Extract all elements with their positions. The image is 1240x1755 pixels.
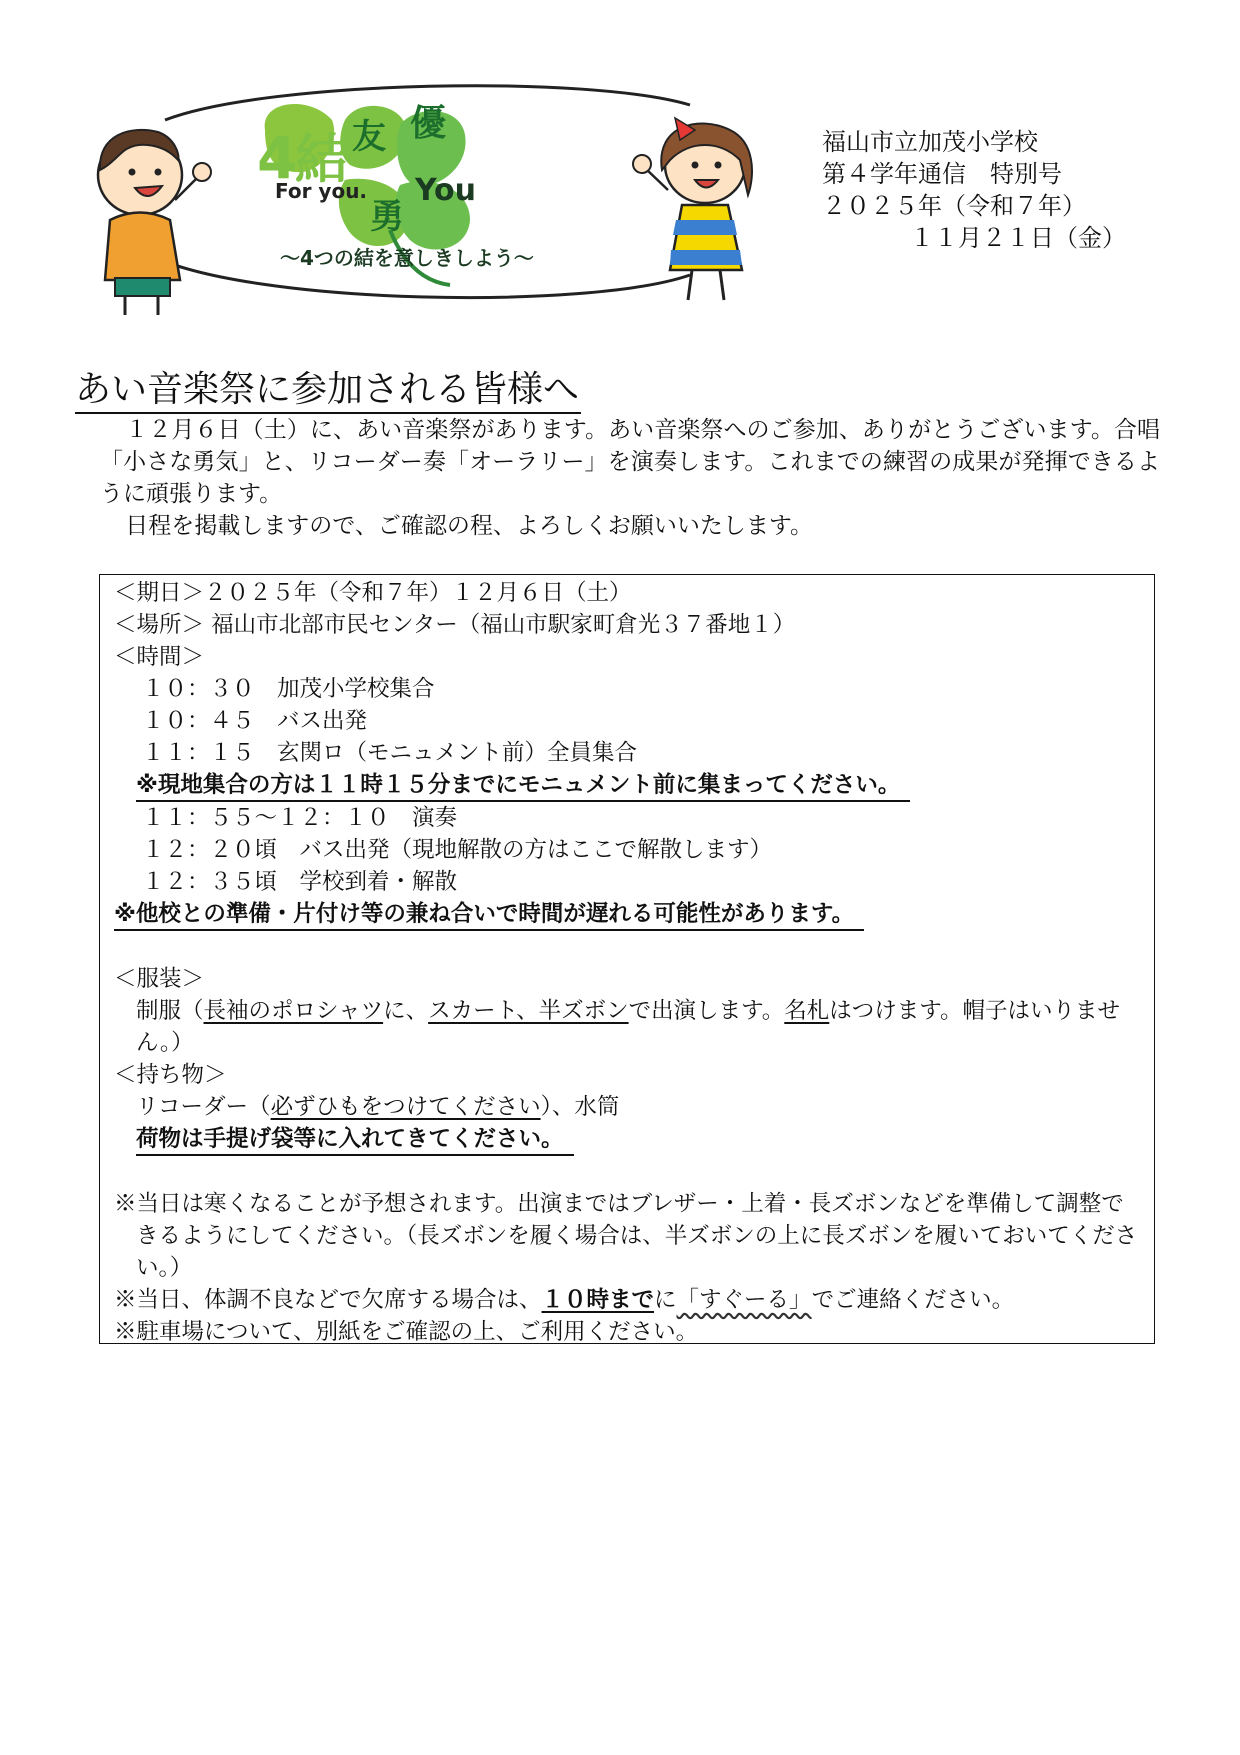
absence-app-name: 「すぐーる」: [676, 1287, 812, 1313]
clothes-text-g: はつけます。帽子はいりません。）: [136, 998, 1120, 1056]
logo-tagline: 〜4つの結を意しきしよう〜: [280, 246, 534, 270]
logo-kanji-brave: 勇: [370, 197, 404, 237]
schedule-item: １２：２０頃 バス出発（現地解散の方はここで解散します）: [142, 837, 773, 863]
parking-note: ※駐車場について、別紙をご確認の上、ご利用ください。: [114, 1319, 699, 1345]
boy-illustration: [98, 130, 211, 315]
schedule-item: １１：１５ 玄関ロ（モニュメント前）全員集合: [142, 740, 638, 766]
schedule-item: １０：３０ 加茂小学校集合: [142, 676, 435, 702]
header: [0, 0, 1240, 330]
intro-paragraph-2: 日程を掲載しますので、ご確認の程、よろしくお願いいたします。: [125, 513, 813, 539]
absence-deadline: １０時まで: [541, 1287, 655, 1313]
logo-you: You: [415, 173, 476, 208]
items-strap-note: 必ずひもをつけてください: [270, 1094, 541, 1120]
event-date: ＜期日＞２０２５年（令和７年）１２月６日（土）: [114, 580, 632, 606]
schedule-item: １２：３５頃 学校到着・解散: [142, 869, 458, 895]
header-banner: [70, 80, 790, 320]
newsletter-name: 第４学年通信 特別号: [822, 160, 1062, 188]
school-name: 福山市立加茂小学校: [822, 128, 1038, 156]
girl-illustration: [633, 118, 752, 300]
clothes-heading: ＜服装＞: [114, 966, 205, 992]
clothes-text-a: 制服（: [136, 998, 204, 1024]
clothes-text: [114, 995, 1142, 1059]
absence-note: [114, 1284, 1142, 1316]
items-heading: ＜持ち物＞: [114, 1062, 227, 1088]
items-text-a: リコーダー（: [136, 1094, 271, 1120]
clothes-polo: 長袖のポロシャツ: [203, 998, 384, 1024]
items-text: [114, 1091, 1142, 1123]
absence-text-e: でご連絡ください。: [811, 1287, 1015, 1313]
time-heading: ＜時間＞: [114, 644, 205, 670]
absence-text-c: に: [654, 1287, 677, 1313]
logo-for-you: For you.: [275, 179, 368, 203]
issue-date: １１月２１日（金）: [910, 224, 1126, 252]
logo-number: 4: [257, 124, 298, 192]
schedule-item: １０：４５ バス出発: [142, 708, 368, 734]
event-info-box: [99, 574, 1155, 1344]
intro: [100, 414, 1160, 542]
school-info: [822, 126, 1126, 254]
clothes-nametag: 名札: [784, 998, 830, 1024]
page-title: あい音楽祭に参加される皆様へ: [75, 368, 581, 414]
issue-year: ２０２５年（令和７年）: [822, 192, 1086, 220]
logo-kanji-kind: 優: [410, 103, 447, 144]
absence-text-a: ※当日、体調不良などで欠席する場合は、: [114, 1287, 542, 1313]
items-text-c: ）、水筒: [540, 1094, 620, 1120]
clothes-text-e: で出演します。: [628, 998, 785, 1024]
delay-note: ※他校との準備・片付け等の兼ね合いで時間が遅れる可能性があります。: [114, 900, 864, 931]
spacer: [114, 1156, 1142, 1188]
logo-kanji-friend: 友: [352, 117, 386, 157]
items-bag-note: 荷物は手提げ袋等に入れてきてください。: [136, 1125, 574, 1156]
gather-note: ※現地集合の方は１１時１５分までにモニュメント前に集まってください。: [136, 771, 910, 802]
clothes-text-c: に、: [383, 998, 429, 1024]
schedule-item: １１：５５〜１２：１０ 演奏: [142, 805, 458, 831]
cold-note: ※当日は寒くなることが予想されます。出演まではブレザー・上着・長ズボンなどを準備して調整できるようにしてください。（長ズボンを履く場合は、半ズボンの上に長ズボンを履いておいてください。）: [114, 1191, 1138, 1281]
intro-paragraph-1: １２月６日（土）に、あい音楽祭があります。あい音楽祭へのご参加、ありがとうございます。合唱「小さな勇気」と、リコーダー奏「オーラリー」を演奏します。これまでの練習の成果が発揮できるように頑張ります。: [100, 417, 1160, 507]
event-place: ＜場所＞ 福山市北部市民センター（福山市駅家町倉光３７番地１）: [114, 612, 796, 638]
logo-kanji-main: 結: [295, 128, 349, 191]
spacer: [114, 931, 1142, 963]
clothes-skirt-shorts: スカート、半ズボン: [428, 998, 629, 1024]
